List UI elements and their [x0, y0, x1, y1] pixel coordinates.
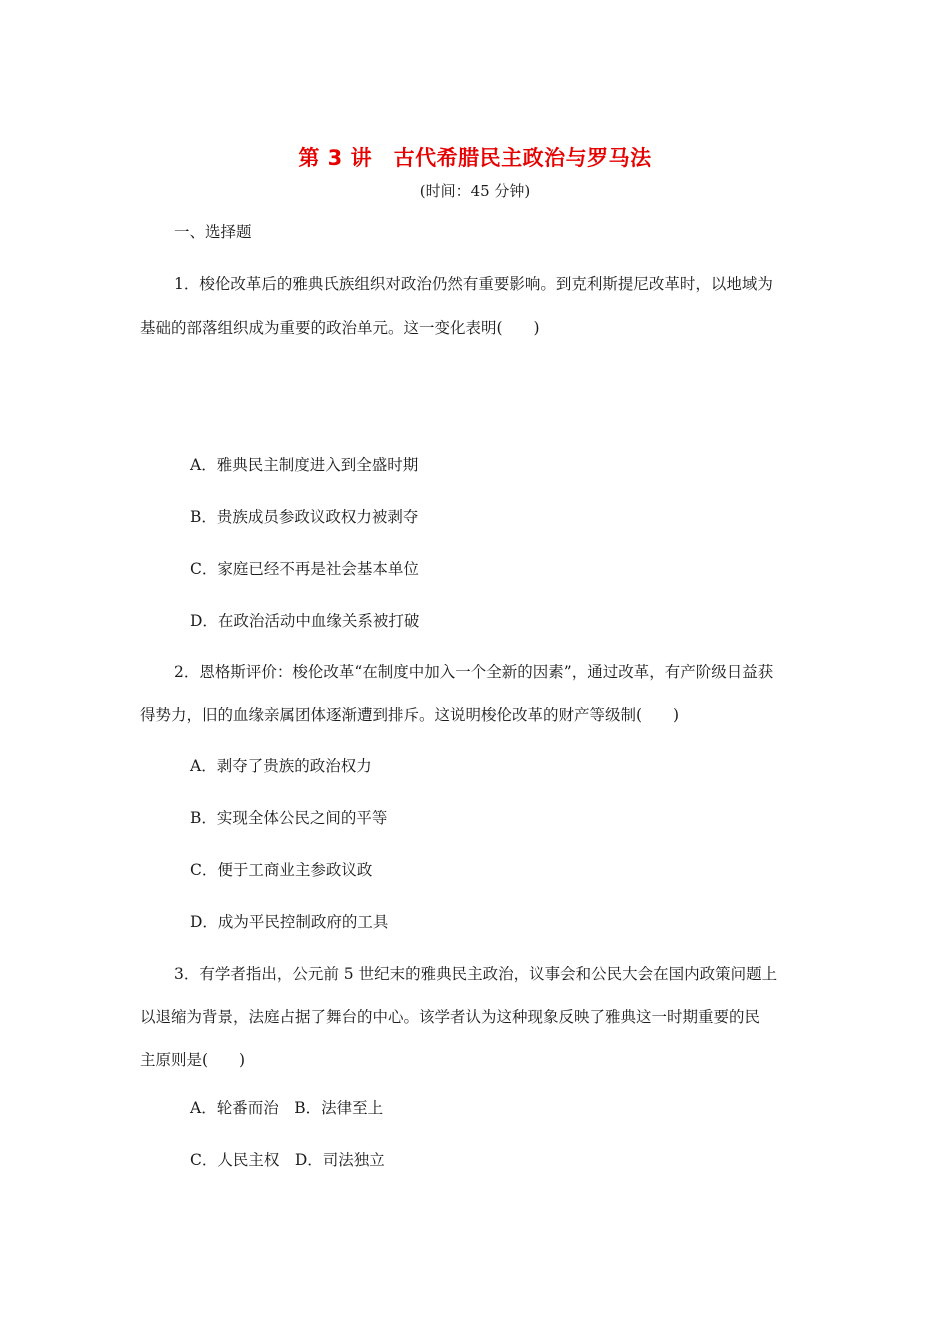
- question-1-option-d: D．在政治活动中血缘关系被打破: [190, 612, 420, 630]
- question-3-line-3: 主原则是( ): [140, 1051, 246, 1069]
- question-1-option-a: A．雅典民主制度进入到全盛时期: [190, 456, 419, 474]
- question-2-option-c: C．便于工商业主参政议政: [190, 861, 373, 879]
- time-note: (时间：45 分钟): [419, 182, 531, 200]
- question-3-line-1: 3．有学者指出，公元前 5 世纪末的雅典民主政治，议事会和公民大会在国内政策问题上: [174, 965, 778, 983]
- question-1-option-b: B．贵族成员参政议政权力被剥夺: [190, 508, 419, 526]
- page-title: 第 3 讲 古代希腊民主政治与罗马法: [298, 146, 652, 170]
- question-2-option-b: B．实现全体公民之间的平等: [190, 809, 388, 827]
- question-3-options-ab: A．轮番而治 B．法律至上: [190, 1099, 384, 1117]
- question-2-line-2: 得势力，旧的血缘亲属团体逐渐遭到排斥。这说明梭伦改革的财产等级制( ): [140, 706, 680, 724]
- question-3-options-cd: C．人民主权 D．司法独立: [190, 1151, 385, 1169]
- section-heading: 一、选择题: [174, 223, 252, 241]
- question-2-option-d: D．成为平民控制政府的工具: [190, 913, 389, 931]
- question-3-line-2: 以退缩为背景，法庭占据了舞台的中心。该学者认为这种现象反映了雅典这一时期重要的民: [140, 1008, 761, 1026]
- question-1-option-c: C．家庭已经不再是社会基本单位: [190, 560, 419, 578]
- question-1-line-1: 1．梭伦改革后的雅典氏族组织对政治仍然有重要影响。到克利斯提尼改革时，以地域为: [174, 275, 773, 293]
- question-2-line-1: 2．恩格斯评价：梭伦改革“在制度中加入一个全新的因素”，通过改革，有产阶级日益获: [174, 663, 774, 681]
- question-2-option-a: A．剥夺了贵族的政治权力: [190, 757, 372, 775]
- question-1-line-2: 基础的部落组织成为重要的政治单元。这一变化表明( ): [140, 319, 540, 337]
